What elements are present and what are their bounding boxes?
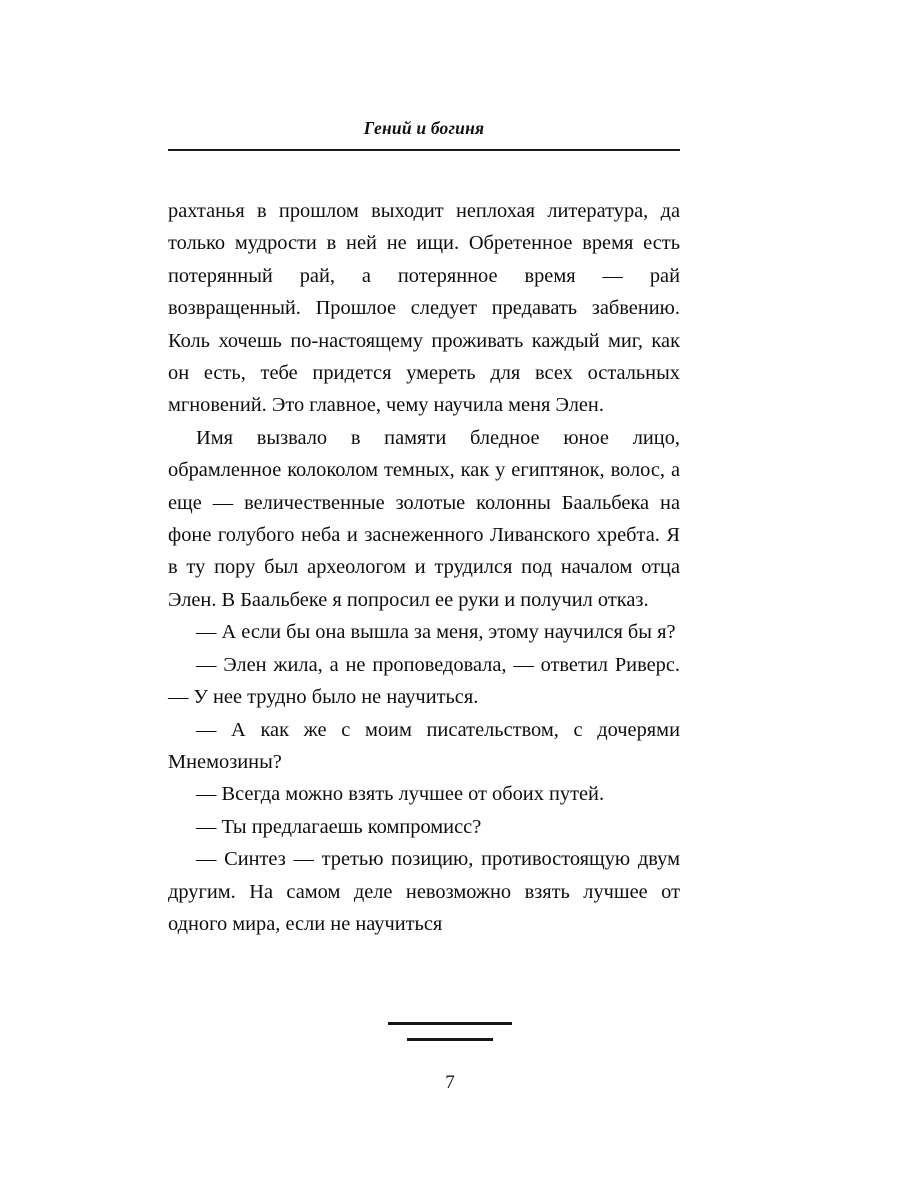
footer-rule-short [407,1038,493,1041]
paragraph: рахтанья в прошлом выходит неплохая литература, да только мудрости в ней не ищи. Обретенное время есть потерянный рай, а потерянное время — рай возвращенный. Прошлое следует предавать забвению. Коль хочешь по-настоящему проживать каждый миг, как он есть, тебе придется умереть для всех остальных мгновений. Это главное, чему научила меня Элен. [168,200,680,417]
paragraph: — Всегда можно взять лучшее от обоих путей. [196,783,605,806]
footer-ornament [0,1022,900,1041]
header-divider [168,149,680,151]
page-content [168,118,680,940]
running-head: Гений и богиня [363,118,485,138]
paragraph: — Синтез — третью позицию, противостоящую двум другим. На самом деле невозможно взять лучшее от одного мира, если не научиться [168,848,680,935]
footer-rule-long [388,1022,512,1025]
body-text [168,195,680,940]
page-number: 7 [445,1072,455,1093]
paragraph: — А если бы она вышла за меня, этому научился бы я? [196,621,676,644]
paragraph: — Элен жила, а не проповедовала, — ответил Риверс. — У нее трудно было не научиться. [168,653,680,709]
paragraph: Имя вызвало в памяти бледное юное лицо, обрамленное колоколом темных, как у египтянок, волос, а еще — величественные золотые колонны Баальбека на фоне голубого неба и заснеженного Ливанского хребта. Я в ту пору был археологом и трудился под началом отца Элен. В Баальбеке я попросил ее руки и получил отказ. [168,426,680,611]
paragraph: — А как же с моим писательством, с дочерями Мнемозины? [168,718,680,773]
paragraph: — Ты предлагаешь компромисс? [196,815,482,838]
